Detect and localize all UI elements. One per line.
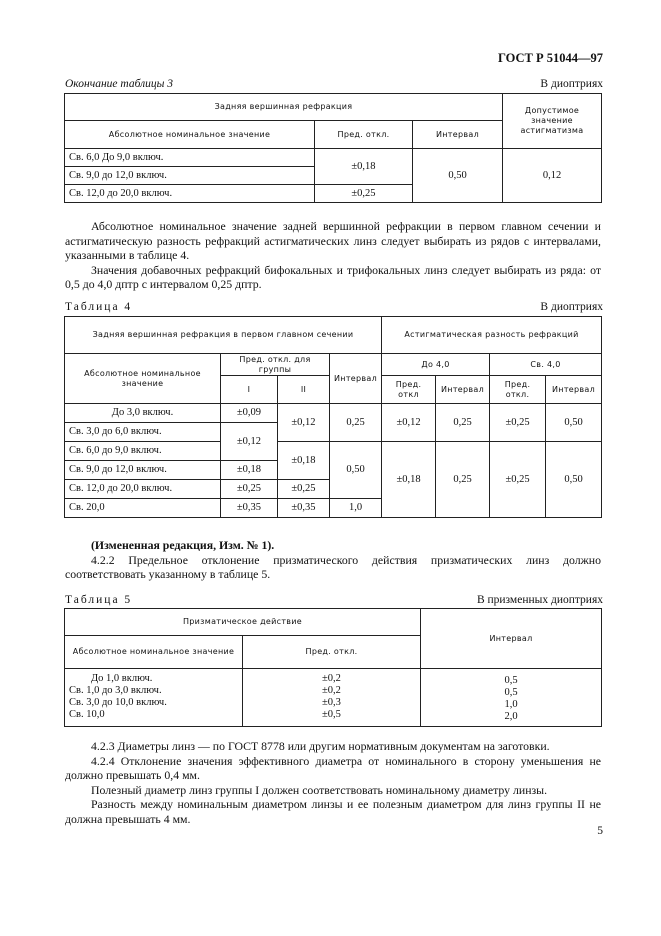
t4-a-int-2: 0,50: [546, 404, 602, 442]
t4-a-dev-2: ±0,25: [490, 404, 546, 442]
t4-a-dev-1: ±0,12: [382, 404, 436, 442]
t5-dev-4: ±0,5: [322, 709, 341, 720]
t5-dev-2: ±0,2: [322, 685, 341, 696]
t4-col-abs: Абсолютное номинальное значение: [65, 354, 221, 404]
t4-g1-val-3: ±0,18: [221, 461, 278, 480]
paragraph-block-1: [65, 219, 601, 292]
t5-row-3: Св. 3,0 до 10,0 включ.: [69, 697, 167, 708]
paragraph-2: Значения добавочных рефракций бифокальных и трифокальных линз следует выбирать из ряда: от 0,5 до 4,0 дптр с интервалом 0,25 дптр.: [65, 262, 601, 291]
t4-int-val-1: 0,25: [330, 404, 382, 442]
t3-interval: 0,50: [413, 149, 503, 203]
table3-units: В диоптриях: [540, 78, 603, 90]
t3-head-main: Задняя вершинная рефракция: [65, 94, 503, 121]
t4-g1-val-5: ±0,35: [221, 499, 278, 518]
t4-row-6: Св. 20,0: [65, 499, 221, 518]
t5-dev-cell: [243, 669, 421, 727]
standard-header: ГОСТ Р 51044—97: [497, 51, 603, 65]
t4-row-5: Св. 12,0 до 20,0 включ.: [65, 480, 221, 499]
t5-int-1: 0,5: [504, 675, 518, 686]
t4-group-1: I: [221, 376, 278, 404]
t4-head-astig: Астигматическая разность рефракций: [382, 317, 602, 354]
t3-dev-2: ±0,25: [315, 185, 413, 203]
t4-col-over4: Св. 4,0: [490, 354, 602, 376]
paragraph-4-2-2: 4.2.2 Предельное отклонение призматического действия призматических линз должно соответствовать указанному в таблице 5.: [65, 552, 601, 581]
table5: [64, 608, 602, 727]
t4-row-2: Св. 3,0 до 6,0 включ.: [65, 423, 221, 442]
paragraph-block-2: [65, 538, 601, 582]
t4-group-2: II: [278, 376, 330, 404]
t3-col-int: Интервал: [413, 121, 503, 149]
t3-col-dev: Пред. откл.: [315, 121, 413, 149]
t5-row-1: До 1,0 включ.: [91, 673, 153, 684]
t4-row-4: Св. 9,0 до 12,0 включ.: [65, 461, 221, 480]
t4-g1-val-4: ±0,25: [221, 480, 278, 499]
paragraph-1: Абсолютное номинальное значение задней вершинной рефракции в первом главном сечении и астигматическую разность рефракций астигматических линз следует выбирать из рядов с интервалами, указанными в таблице 4.: [65, 219, 601, 262]
t3-col-abs: Абсолютное номинальное значение: [65, 121, 315, 149]
page-number: 5: [597, 825, 603, 837]
t4-head-main: Задняя вершинная рефракция в первом главном сечении: [65, 317, 382, 354]
t4-col-int: Интервал: [330, 354, 382, 404]
t5-int-cell: [421, 669, 602, 727]
t4-a-int-4: 0,50: [546, 442, 602, 518]
t5-dev-3: ±0,3: [322, 697, 341, 708]
amendment-note: (Измененная редакция, Изм. № 1).: [91, 538, 275, 552]
t4-g2-val-3: ±0,25: [278, 480, 330, 499]
t4-sub-dev-a: Пред. откл: [382, 376, 436, 404]
paragraph-diameter-difference: Разность между номинальным диаметром линзы и ее полезным диаметром для линз группы II не должна превышать 4 мм.: [65, 797, 601, 826]
table4: [64, 316, 602, 518]
t4-g2-val-4: ±0,35: [278, 499, 330, 518]
t5-head-main: Призматическое действие: [65, 609, 421, 636]
paragraph-4-2-4: 4.2.4 Отклонение значения эффективного диаметра от номинального в сторону уменьшения не должно превышать 0,4 мм.: [65, 753, 601, 782]
t4-a-int-3: 0,25: [436, 442, 490, 518]
t4-sub-dev-b: Пред. откл.: [490, 376, 546, 404]
t5-dev-1: ±0,2: [322, 673, 341, 684]
t4-g1-val-2: ±0,12: [221, 423, 278, 461]
t3-astig: 0,12: [503, 149, 602, 203]
t5-int-2: 0,5: [504, 687, 518, 698]
table3: [64, 93, 602, 203]
t4-int-val-3: 1,0: [330, 499, 382, 518]
t4-sub-int-a: Интервал: [436, 376, 490, 404]
table5-caption: Таблица 5: [65, 594, 133, 606]
table4-units: В диоптриях: [540, 301, 603, 313]
paragraph-block-3: [65, 739, 601, 826]
t4-a-dev-4: ±0,25: [490, 442, 546, 518]
t4-g2-val-1: ±0,12: [278, 404, 330, 442]
t4-row-1: До 3,0 включ.: [65, 404, 221, 423]
t3-head-astig: Допустимое значение астигматизма: [503, 94, 602, 149]
t4-row-3: Св. 6,0 до 9,0 включ.: [65, 442, 221, 461]
t4-a-dev-3: ±0,18: [382, 442, 436, 518]
t5-row-4: Св. 10,0: [69, 709, 105, 720]
t4-int-val-2: 0,50: [330, 442, 382, 499]
t4-a-int-1: 0,25: [436, 404, 490, 442]
t5-col-int: Интервал: [421, 609, 602, 669]
t5-row-2: Св. 1,0 до 3,0 включ.: [69, 685, 162, 696]
t4-g2-val-2: ±0,18: [278, 442, 330, 480]
table4-caption: Таблица 4: [65, 301, 133, 313]
t3-row-2: Св. 9,0 до 12,0 включ.: [65, 167, 315, 185]
table3-caption: Окончание таблицы 3: [65, 78, 173, 90]
t3-row-1: Св. 6,0 До 9,0 включ.: [65, 149, 315, 167]
t4-g1-val-1: ±0,09: [221, 404, 278, 423]
t4-sub-int-b: Интервал: [546, 376, 602, 404]
t5-rows-cell: [65, 669, 243, 727]
t5-col-dev: Пред. откл.: [243, 636, 421, 669]
t3-row-3: Св. 12,0 до 20,0 включ.: [65, 185, 315, 203]
t3-dev-1: ±0,18: [315, 149, 413, 185]
t5-col-abs: Абсолютное номинальное значение: [65, 636, 243, 669]
table5-units: В призменных диоптриях: [476, 594, 603, 606]
t4-col-upto4: До 4,0: [382, 354, 490, 376]
t4-col-dev-group: Пред. откл. для группы: [221, 354, 330, 376]
paragraph-4-2-3: 4.2.3 Диаметры линз — по ГОСТ 8778 или другим нормативным документам на заготовки.: [91, 739, 550, 753]
t5-int-3: 1,0: [504, 699, 518, 710]
paragraph-useful-diameter: Полезный диаметр линз группы I должен соответствовать номинальному диаметру линзы.: [91, 782, 548, 797]
t5-int-4: 2,0: [504, 711, 518, 722]
